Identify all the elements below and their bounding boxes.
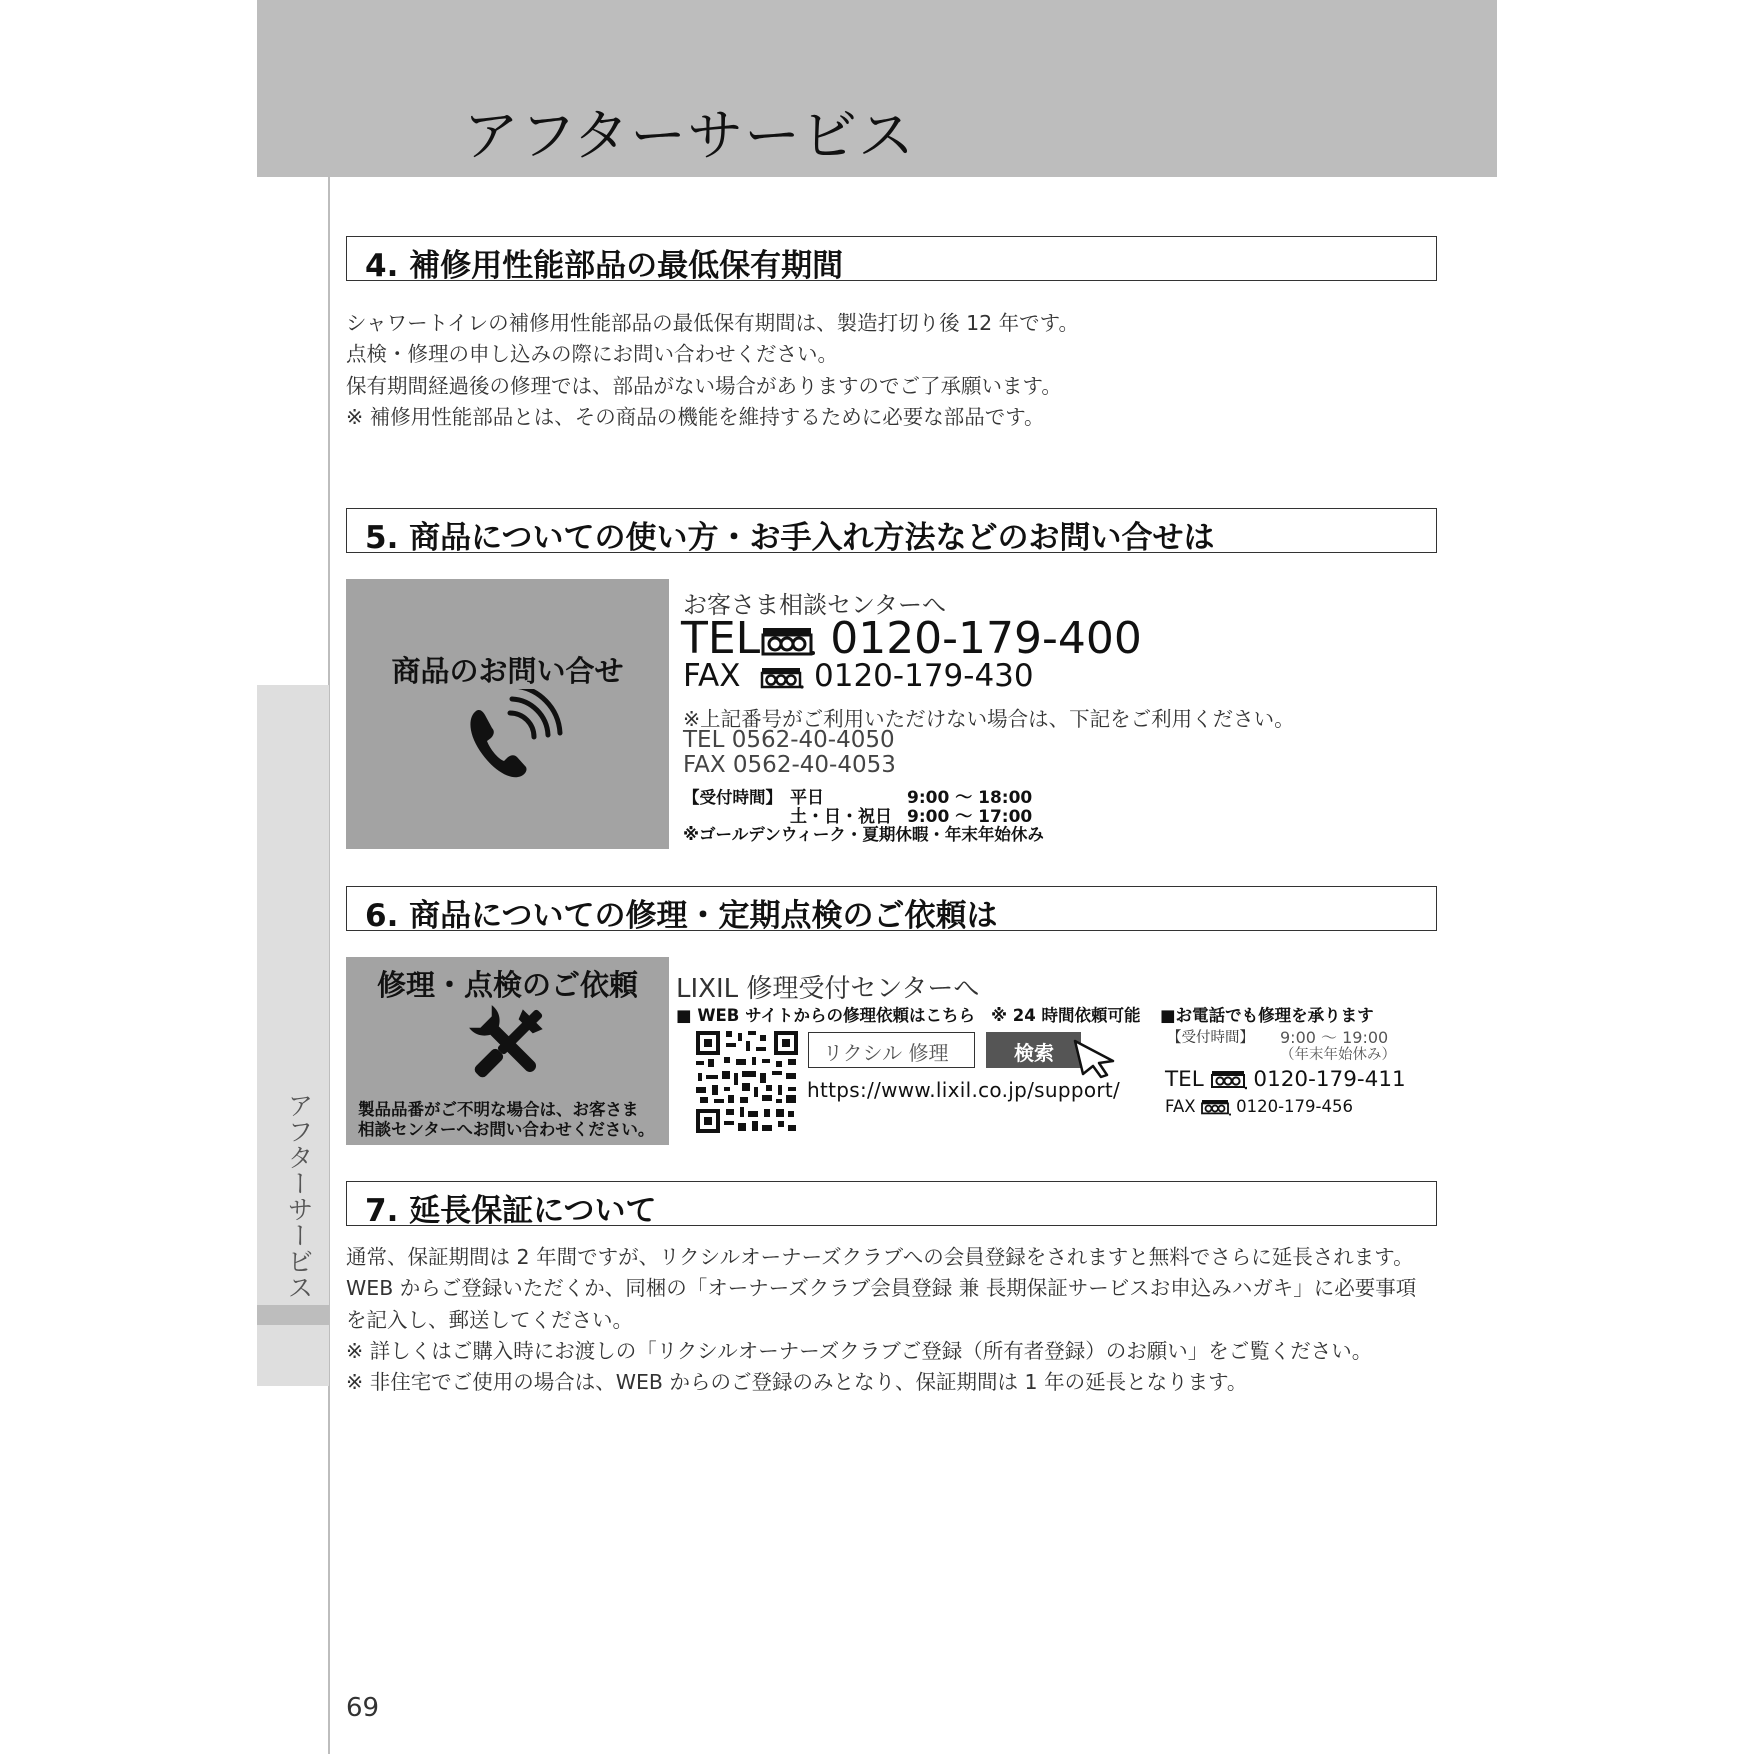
search-input[interactable]	[808, 1032, 975, 1068]
repair-hours: 9:00 〜 19:00	[1280, 1028, 1389, 1047]
repair-box-note-1: 製品品番がご不明な場合は、お客さま	[358, 1100, 639, 1119]
section-4-line: 保有期間経過後の修理では、部品がない場合がありますのでご了承願います。	[346, 373, 1062, 398]
section-4-body	[346, 308, 1079, 433]
repair-fax-label: FAX	[1165, 1097, 1196, 1116]
tools-icon	[466, 1003, 550, 1085]
repair-fax-number: 0120-179-456	[1236, 1097, 1353, 1116]
section-4-heading	[346, 236, 1437, 284]
repair-box	[346, 957, 669, 1145]
freedial-icon	[760, 666, 804, 690]
web-request-label: ■ WEB サイトからの修理依頼はこちら	[676, 1006, 975, 1025]
inquiry-box	[346, 579, 669, 849]
support-url[interactable]: https://www.lixil.co.jp/support/	[807, 1078, 1121, 1102]
search-input-text: リクシル 修理	[823, 1041, 949, 1065]
fax-number: 0120-179-430	[814, 658, 1034, 694]
alt-fax: FAX 0562-40-4053	[683, 752, 896, 778]
section-4-line: ※ 補修用性能部品とは、その商品の機能を維持するために必要な部品です。	[346, 404, 1045, 429]
weekday-hours: 9:00 〜 18:00	[907, 788, 1033, 808]
freedial-icon	[760, 625, 816, 657]
section-4-line: シャワートイレの補修用性能部品の最低保有期間は、製造打切り後 12 年です。	[346, 311, 1080, 335]
section-4-line: 点検・修理の申し込みの際にお問い合わせください。	[346, 342, 838, 367]
freedial-icon	[1211, 1070, 1247, 1090]
section-6-title: 6. 商品についての修理・定期点検のご依頼は	[365, 898, 998, 934]
weekend-hours: 9:00 〜 17:00	[907, 807, 1033, 827]
consult-center-label: お客さま相談センターへ	[683, 591, 947, 619]
section-7-line: WEB からご登録いただくか、同梱の「オーナーズクラブ会員登録 兼 長期保証サービスお申込みハガキ」に必要事項	[346, 1276, 1417, 1301]
section-7-line: ※ 詳しくはご購入時にお渡しの「リクシルオーナーズクラブご登録（所有者登録）のお願い」をご覧ください。	[346, 1338, 1373, 1363]
repair-center-label: LIXIL 修理受付センターへ	[676, 974, 980, 1004]
hours-label: 【受付時間】	[683, 788, 782, 807]
qr-code-icon[interactable]	[694, 1029, 800, 1135]
section-7-line: 通常、保証期間は 2 年間ですが、リクシルオーナーズクラブへの会員登録をされますと無料でさらに延長されます。	[346, 1245, 1414, 1269]
section-7-title: 7. 延長保証について	[365, 1193, 657, 1229]
section-7-line: ※ 非住宅でご使用の場合は、WEB からのご登録のみとなり、保証期間は 1 年の延長となります。	[346, 1370, 1248, 1395]
side-tab-label: アフターサービス	[283, 1092, 313, 1300]
weekday-label: 平日	[790, 788, 824, 808]
repair-box-note-2: 相談センターへお問い合わせください。	[358, 1120, 655, 1139]
tel-label: TEL	[681, 613, 761, 664]
section-7-line: を記入し、郵送してください。	[346, 1307, 633, 1332]
phone-repair-label: ■お電話でも修理を承ります	[1160, 1006, 1374, 1025]
section-4-title: 4. 補修用性能部品の最低保有期間	[365, 248, 844, 284]
tel-number: 0120-179-400	[830, 613, 1142, 664]
page-number: 69	[346, 1693, 380, 1723]
section-6-heading	[346, 886, 1437, 934]
section-7-body	[346, 1242, 1416, 1398]
phone-icon	[454, 689, 564, 789]
section-5-heading	[346, 508, 1437, 556]
search-button-label: 検索	[1014, 1041, 1054, 1065]
section-5-title: 5. 商品についての使い方・お手入れ方法などのお問い合せは	[365, 520, 1215, 556]
search-button[interactable]	[986, 1032, 1081, 1068]
side-tab-marker	[257, 1305, 329, 1325]
page-title: アフターサービス	[463, 104, 916, 169]
repair-tel-line	[1165, 1067, 1406, 1093]
fax-label: FAX	[683, 658, 741, 694]
repair-box-title: 修理・点検のご依頼	[376, 968, 638, 1002]
inquiry-box-title: 商品のお問い合せ	[391, 654, 624, 688]
main-fax-line	[683, 658, 1034, 694]
freedial-icon	[1201, 1099, 1231, 1116]
repair-hours-label: 【受付時間】	[1167, 1030, 1254, 1046]
repair-tel-label: TEL	[1165, 1067, 1204, 1092]
alt-number-note: ※上記番号がご利用いただけない場合は、下記をご利用ください。	[683, 707, 1295, 731]
web-24h-note: ※ 24 時間依頼可能	[991, 1006, 1141, 1025]
cursor-icon	[1073, 1039, 1119, 1079]
repair-fax-line	[1165, 1096, 1353, 1118]
alt-tel: TEL 0562-40-4050	[683, 727, 895, 753]
repair-tel-number: 0120-179-411	[1253, 1067, 1406, 1092]
section-7-heading	[346, 1181, 1437, 1229]
holiday-note: ※ゴールデンウィーク・夏期休暇・年末年始休み	[683, 825, 1044, 844]
weekend-label: 土・日・祝日	[790, 807, 892, 827]
main-tel-line	[681, 614, 1142, 664]
repair-hours-note: （年末年始休み）	[1280, 1047, 1396, 1063]
